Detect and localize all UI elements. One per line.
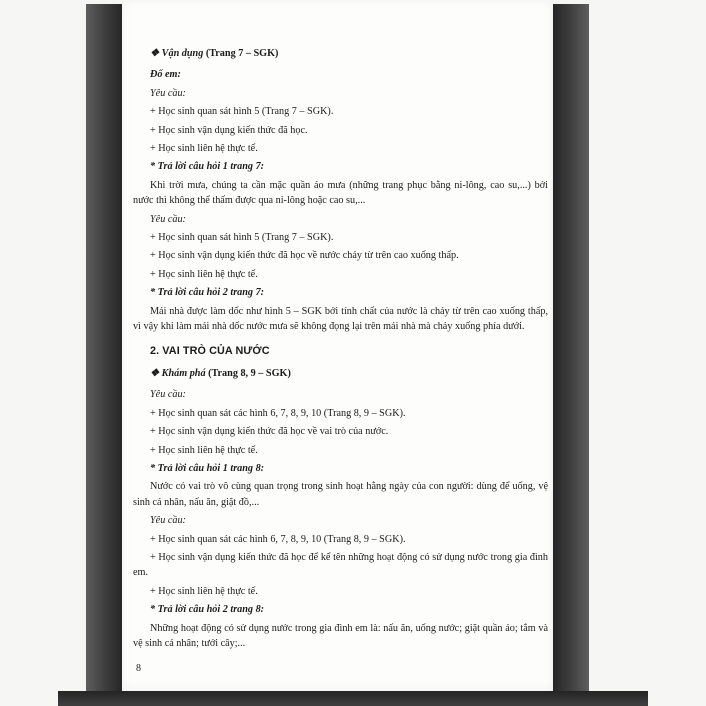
label-yeu-cau: Yêu cầu: <box>150 87 186 99</box>
book-edge-left <box>86 4 122 691</box>
label-yeu-cau: Yêu cầu: <box>150 213 186 225</box>
page-number: 8 <box>136 663 141 674</box>
activity-heading-van-dung <box>133 46 548 61</box>
requirement-item: + Học sinh liên hệ thực tế. <box>150 143 258 155</box>
book-page <box>122 0 553 691</box>
requirement-item: + Học sinh vận dụng kiến thức đã học. <box>150 124 308 136</box>
label-yeu-cau: Yêu cầu: <box>150 515 186 527</box>
requirement-item: + Học sinh vận dụng kiến thức đã học về nước chảy từ trên cao xuống thấp. <box>150 250 459 262</box>
requirement-item: + Học sinh liên hệ thực tế. <box>150 585 258 597</box>
answer-paragraph: Khi trời mưa, chúng ta cần mặc quần áo mưa (những trang phục bằng ni-lông, cao su,...) bởi nước thì không thể thấm được qua ni-lông hoặc cao su,... <box>133 179 548 207</box>
subheading-do-em: Đố em: <box>150 69 181 81</box>
answer-heading: * Trả lời câu hỏi 1 trang 7: <box>150 161 265 173</box>
activity-heading-kham-pha <box>133 366 548 381</box>
activity-heading-title: ❖ Vận dụng <box>150 48 206 59</box>
activity-heading-ref: (Trang 8, 9 – SGK) <box>208 367 291 379</box>
section-heading-vai-tro: 2. VAI TRÒ CỦA NƯỚC <box>150 344 270 357</box>
requirement-item: + Học sinh liên hệ thực tế. <box>150 268 258 280</box>
page-content <box>122 0 553 651</box>
requirement-item: + Học sinh quan sát hình 5 (Trang 7 – SGK). <box>150 106 334 118</box>
activity-heading-ref: (Trang 7 – SGK) <box>205 48 279 59</box>
answer-heading: * Trả lời câu hỏi 1 trang 8: <box>150 462 265 474</box>
answer-heading: * Trả lời câu hỏi 2 trang 8: <box>150 604 265 616</box>
answer-paragraph: Nước có vai trò vô cùng quan trọng trong sinh hoạt hằng ngày của con người: dùng để uống, vệ sinh cá nhân, nấu ăn, giặt đồ,... <box>133 481 548 508</box>
requirement-item: + Học sinh liên hệ thực tế. <box>150 444 258 456</box>
book-edge-bottom <box>58 691 648 706</box>
activity-heading-title: ❖ Khám phá <box>150 367 209 379</box>
label-yeu-cau: Yêu cầu: <box>150 389 186 401</box>
requirement-item: + Học sinh quan sát các hình 6, 7, 8, 9, 10 (Trang 8, 9 – SGK). <box>150 533 406 545</box>
answer-paragraph: Những hoạt động có sử dụng nước trong gia đình em là: nấu ăn, uống nước; giặt quần áo; tắm và vệ sinh cá nhân; tưới cây;... <box>133 622 548 649</box>
requirement-item: + Học sinh quan sát hình 5 (Trang 7 – SGK). <box>150 232 334 244</box>
book-edge-right <box>553 4 589 691</box>
answer-paragraph: Mái nhà được làm dốc như hình 5 – SGK bởi tính chất của nước là chảy từ trên cao xuống thấp, vì vậy khi làm mái nhà dốc nước mưa sẽ không đọng lại trên mái nhà mà chảy xuống phía dưới. <box>133 305 548 333</box>
requirement-item: + Học sinh vận dụng kiến thức đã học về vai trò của nước. <box>150 426 389 438</box>
answer-heading: * Trả lời câu hỏi 2 trang 7: <box>150 287 265 299</box>
requirement-item: + Học sinh vận dụng kiến thức đã học để kể tên những hoạt động có sử dụng nước trong gia đình em. <box>133 551 548 579</box>
requirement-item: + Học sinh quan sát các hình 6, 7, 8, 9, 10 (Trang 8, 9 – SGK). <box>150 407 406 419</box>
